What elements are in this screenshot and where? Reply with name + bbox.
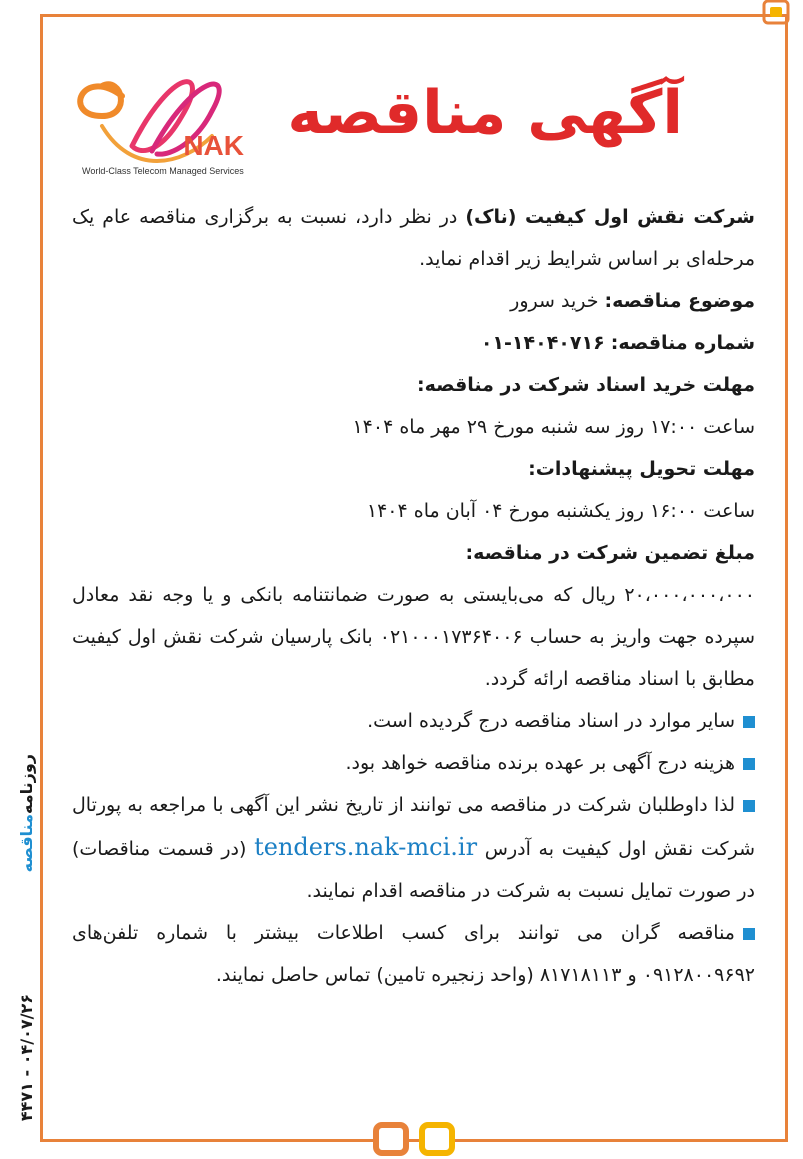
bottom-ornament-icon — [370, 1119, 460, 1155]
note-item — [72, 700, 755, 742]
doc-deadline-value: ساعت ۱۷:۰۰ روز سه شنبه مورخ ۲۹ مهر ماه ۱۴۰۴ — [352, 416, 755, 438]
guarantee-value: ۲۰،۰۰۰،۰۰۰،۰۰۰ ریال که می‌بایستی به صورت ضمانتنامه بانکی و یا وجه نقد معادل سپرده جهت واریز به حساب ۰۲۱۰۰۰۱۷۳۶۴۰۰۶ بانک پارسیان شرکت نقش اول کیفیت مطابق با اسناد مناقصه ارائه گردد. — [72, 584, 755, 690]
company-name: شرکت نقش اول کیفیت (ناک) — [465, 206, 755, 228]
brand-tagline: World-Class Telecom Managed Services — [82, 166, 244, 176]
doc-deadline-label: مهلت خرید اسناد شرکت در مناقصه: — [416, 374, 755, 396]
subject-row — [72, 280, 755, 322]
intro-text: در نظر دارد، نسبت به برگزاری مناقصه عام یک مرحله‌ای بر اساس شرایط زیر اقدام نماید. — [72, 206, 755, 270]
note-item — [72, 742, 755, 784]
note-text: لذا داوطلبان شرکت در مناقصه می توانند از تاریخ نشر این آگهی با مراجعه به پورتال شرکت نقش اول کیفیت به آدرس — [72, 794, 755, 860]
newspaper-issue: ۰۴/۰۷/۲۶ - ۴۴۷۱ — [17, 994, 36, 1122]
note-text: مناقصه گران می توانند برای کسب اطلاعات بیشتر با شماره تلفن‌های ۰۹۱۲۸۰۰۹۶۹۲ و ۸۱۷۱۸۱۱۳ (واحد زنجیره تامین) تماس حاصل نمایند. — [72, 922, 755, 986]
newspaper-word: روزنامه — [17, 754, 36, 814]
bullet-icon — [743, 716, 755, 728]
nak-logo — [62, 56, 252, 182]
offer-deadline-label: مهلت تحویل پیشنهادات: — [528, 458, 755, 480]
subject-value: خرید سرور — [510, 290, 599, 312]
newspaper-side-label — [10, 704, 44, 1122]
intro-paragraph — [72, 196, 755, 280]
offer-deadline-value: ساعت ۱۶:۰۰ روز یکشنبه مورخ ۰۴ آبان ماه ۱۴۰۴ — [366, 500, 755, 522]
corner-ornament-icon — [763, 0, 789, 30]
ad-body — [72, 196, 755, 996]
bullet-icon — [743, 928, 755, 940]
brand-name: NAK — [183, 130, 244, 161]
number-label: شماره مناقصه: — [610, 332, 755, 354]
nak-swirl-icon — [62, 56, 252, 182]
guarantee-label: مبلغ تضمین شرکت در مناقصه: — [465, 542, 755, 564]
number-value: ۱۴۰۴۰۷۱۶-۰۱ — [480, 332, 605, 354]
subject-label: موضوع مناقصه: — [604, 290, 755, 312]
portal-link[interactable]: tenders.nak-mci.ir — [254, 833, 478, 861]
newspaper-name: مناقصه — [17, 814, 36, 873]
note-text: سایر موارد در اسناد مناقصه درج گردیده است. — [367, 710, 735, 732]
note-item — [72, 912, 755, 996]
ad-title: آگهی مناقصه — [287, 78, 683, 148]
bullet-icon — [743, 758, 755, 770]
note-text: (در قسمت مناقصات) در صورت تمایل نسبت به شرکت در مناقصه اقدام نمایند. — [72, 838, 755, 902]
number-row — [72, 322, 755, 364]
bullet-icon — [743, 800, 755, 812]
note-text: هزینه درج آگهی بر عهده برنده مناقصه خواهد بود. — [345, 752, 735, 774]
note-item — [72, 784, 755, 912]
